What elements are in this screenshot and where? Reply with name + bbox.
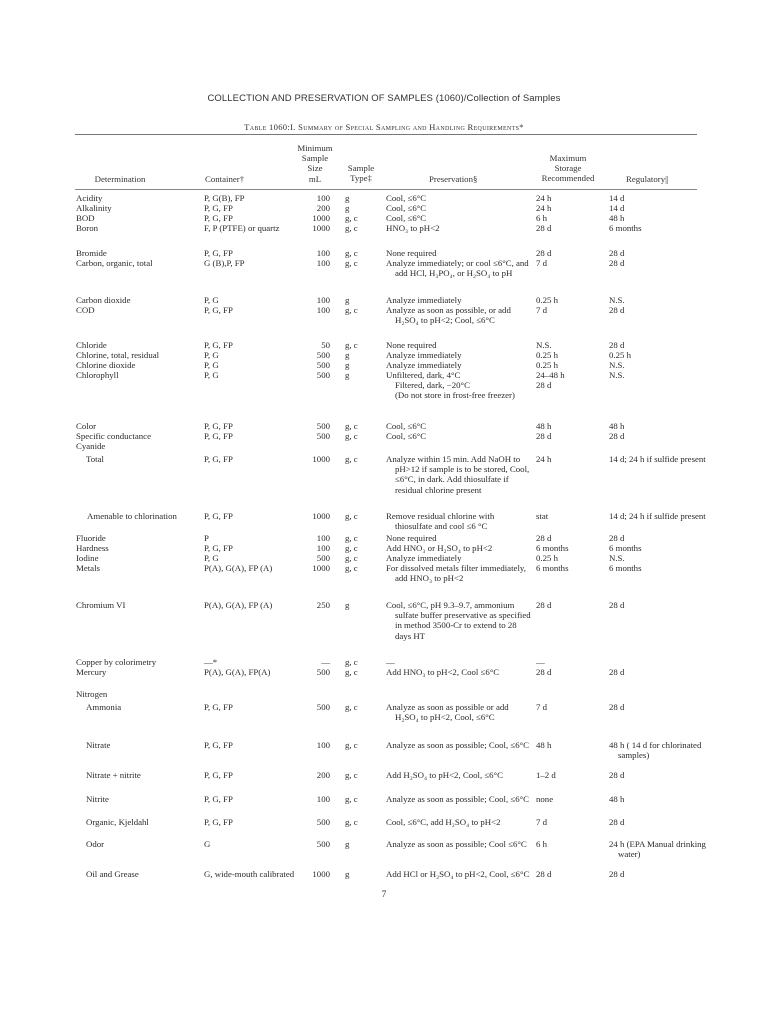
recommended-cell: 6 months [536, 563, 569, 573]
regulatory-cell: 48 h ( 14 d for chlorinated samples) [609, 740, 702, 761]
size-cell: 500 [316, 421, 330, 431]
determination-cell: Chlorine, total, residual [76, 350, 160, 360]
preservation-cell: Analyze as soon as possible; Cool ≤6°C [386, 839, 527, 849]
sample-type-cell: g, c [345, 817, 358, 827]
regulatory-cell: 28 d [609, 305, 625, 315]
recommended-cell: 0.25 h [536, 360, 558, 370]
regulatory-cell: 14 d [609, 193, 625, 203]
size-cell: 200 [316, 770, 330, 780]
determination-cell: Chlorine dioxide [76, 360, 136, 370]
container-cell: P, G, FP [204, 740, 233, 750]
regulatory-cell: 28 d [609, 600, 625, 610]
container-cell: P, G [204, 553, 219, 563]
regulatory-cell: N.S. [609, 360, 625, 370]
header-min-size: Minimum Sample Size mL [297, 143, 333, 184]
determination-cell: COD [76, 305, 95, 315]
sample-type-cell: g, c [345, 248, 358, 258]
determination-cell: Ammonia [86, 702, 122, 712]
container-cell: P, G, FP [204, 454, 233, 464]
sample-type-cell: g, c [345, 533, 358, 543]
container-cell: P(A), G(A), FP (A) [204, 600, 273, 610]
size-cell: 50 [321, 340, 330, 350]
recommended-cell: stat [536, 511, 549, 521]
container-cell: P, G, FP [204, 203, 233, 213]
container-cell: P [204, 533, 209, 543]
size-cell: 500 [316, 839, 330, 849]
regulatory-cell: 28 d [609, 248, 625, 258]
determination-cell: Carbon, organic, total [76, 258, 153, 268]
container-cell: G, wide-mouth calibrated [204, 869, 295, 879]
recommended-cell: 0.25 h [536, 553, 558, 563]
size-cell: 250 [316, 600, 330, 610]
regulatory-cell: 28 d [609, 667, 625, 677]
size-cell: 100 [316, 258, 330, 268]
container-cell: P, G, FP [204, 770, 233, 780]
recommended-cell: 48 h [536, 740, 552, 750]
determination-cell: Total [86, 454, 104, 464]
regulatory-cell: 6 months [609, 223, 642, 233]
header-max-storage: Maximum Storage Recommended [541, 153, 595, 184]
recommended-cell: 24 h [536, 193, 552, 203]
container-cell: P, G, FP [204, 817, 233, 827]
preservation-cell: None required [386, 533, 437, 543]
container-cell: P, G(B), FP [204, 193, 245, 203]
sample-type-cell: g, c [345, 431, 358, 441]
determination-cell: Mercury [76, 667, 107, 677]
size-cell: 100 [316, 543, 330, 553]
regulatory-cell: 28 d [609, 340, 625, 350]
sample-type-cell: g [345, 839, 350, 849]
size-cell: 100 [316, 740, 330, 750]
sample-type-cell: g [345, 600, 350, 610]
sample-type-cell: g, c [345, 421, 358, 431]
regulatory-cell: 6 months [609, 563, 642, 573]
recommended-cell: none [536, 794, 554, 804]
header-regulatory: Regulatory|| [626, 174, 669, 184]
determination-cell: Acidity [76, 193, 103, 203]
preservation-cell: Cool, ≤6°C [386, 421, 427, 431]
recommended-cell: 28 d [536, 667, 552, 677]
size-cell: 500 [316, 431, 330, 441]
preservation-cell: None required [386, 248, 437, 258]
sample-type-cell: g, c [345, 258, 358, 268]
regulatory-cell: 28 d [609, 770, 625, 780]
size-cell: 1000 [312, 223, 330, 233]
recommended-cell: 28 d [536, 223, 552, 233]
determination-cell: Hardness [76, 543, 109, 553]
container-cell: P, G, FP [204, 702, 233, 712]
sample-type-cell: g, c [345, 223, 358, 233]
regulatory-cell: 14 d; 24 h if sulfide present [609, 511, 706, 521]
recommended-cell: 24 h [536, 203, 552, 213]
preservation-cell: Cool, ≤6°C, pH 9.3–9.7, ammonium sulfate buffer preservative as specified in method 3500-Cr to extend to 28 days HT [386, 600, 531, 641]
recommended-cell: 28 d [536, 533, 552, 543]
recommended-cell: 24–48 h 28 d [536, 370, 565, 391]
preservation-cell: Analyze as soon as possible or add H₂SO₄ to pH<2, Cool, ≤6°C [386, 702, 509, 723]
container-cell: P, G [204, 350, 219, 360]
determination-cell: Organic, Kjeldahl [86, 817, 149, 827]
determination-cell: Chlorophyll [76, 370, 119, 380]
sample-type-cell: g, c [345, 511, 358, 521]
regulatory-cell: 28 d [609, 431, 625, 441]
size-cell: 100 [316, 533, 330, 543]
preservation-cell: Cool, ≤6°C, add H₂SO₄ to pH<2 [386, 817, 501, 827]
size-cell: 1000 [312, 454, 330, 464]
preservation-cell: Analyze immediately; or cool ≤6°C, and add HCl, H₃PO₄, or H₂SO₄ to pH [386, 258, 529, 279]
regulatory-cell: 28 d [609, 817, 625, 827]
container-cell: G (B),P, FP [204, 258, 245, 268]
header-determination: Determination [94, 174, 146, 184]
sample-type-cell: g, c [345, 770, 358, 780]
determination-cell: Alkalinity [76, 203, 112, 213]
regulatory-cell: 28 d [609, 258, 625, 268]
regulatory-cell: N.S. [609, 553, 625, 563]
preservation-cell: HNO₃ to pH<2 [386, 223, 440, 233]
container-cell: P, G [204, 295, 219, 305]
recommended-cell: 48 h [536, 421, 552, 431]
preservation-cell: Analyze as soon as possible, or add H₂SO₄ to pH<2; Cool, ≤6°C [386, 305, 511, 326]
size-cell: 500 [316, 370, 330, 380]
container-cell: P, G [204, 360, 219, 370]
sample-type-cell: g, c [345, 563, 358, 573]
size-cell: 1000 [312, 563, 330, 573]
preservation-cell: Cool, ≤6°C [386, 213, 427, 223]
container-cell: P, G, FP [204, 421, 233, 431]
size-cell: — [321, 657, 330, 667]
regulatory-cell: 28 d [609, 702, 625, 712]
size-cell: 200 [316, 203, 330, 213]
recommended-cell: 0.25 h [536, 350, 558, 360]
size-cell: 100 [316, 295, 330, 305]
determination-cell: Carbon dioxide [76, 295, 131, 305]
recommended-cell: 28 d [536, 248, 552, 258]
preservation-cell: Cool, ≤6°C [386, 431, 427, 441]
regulatory-cell: N.S. [609, 295, 625, 305]
header-preservation: Preservation§ [429, 174, 478, 184]
preservation-cell: — [386, 657, 395, 667]
preservation-cell: Analyze as soon as possible; Cool, ≤6°C [386, 740, 529, 750]
container-cell: P(A), G(A), FP (A) [204, 563, 273, 573]
preservation-cell: None required [386, 340, 437, 350]
recommended-cell: 7 d [536, 817, 547, 827]
recommended-cell: 28 d [536, 600, 552, 610]
recommended-cell: 24 h [536, 454, 552, 464]
determination-cell: Cyanide [76, 441, 106, 451]
sample-type-cell: g [345, 350, 350, 360]
sample-type-cell: g, c [345, 702, 358, 712]
sample-type-cell: g, c [345, 543, 358, 553]
table-top-rule [75, 134, 697, 135]
determination-cell: Oil and Grease [86, 869, 139, 879]
container-cell: P, G, FP [204, 511, 233, 521]
sample-type-cell: g [345, 370, 350, 380]
determination-cell: Specific conductance [76, 431, 151, 441]
container-cell: P, G, FP [204, 340, 233, 350]
sample-type-cell: g, c [345, 305, 358, 315]
size-cell: 500 [316, 667, 330, 677]
regulatory-cell: 14 d; 24 h if sulfide present [609, 454, 706, 464]
sample-type-cell: g [345, 295, 350, 305]
regulatory-cell: 48 h [609, 421, 625, 431]
header-container: Container† [205, 174, 245, 184]
recommended-cell: 6 h [536, 213, 547, 223]
regulatory-cell: N.S. [609, 370, 625, 380]
sample-type-cell: g, c [345, 667, 358, 677]
size-cell: 100 [316, 794, 330, 804]
regulatory-cell: 48 h [609, 213, 625, 223]
container-cell: P, G, FP [204, 248, 233, 258]
determination-cell: Bromide [76, 248, 107, 258]
container-cell: P, G, FP [204, 213, 233, 223]
sample-type-cell: g [345, 193, 350, 203]
size-cell: 1000 [312, 213, 330, 223]
sample-type-cell: g, c [345, 794, 358, 804]
sample-type-cell: g, c [345, 657, 358, 667]
preservation-cell: Analyze immediately [386, 360, 462, 370]
preservation-cell: Cool, ≤6°C [386, 193, 427, 203]
container-cell: P, G, FP [204, 543, 233, 553]
sample-type-cell: g, c [345, 553, 358, 563]
size-cell: 1000 [312, 511, 330, 521]
container-cell: F, P (PTFE) or quartz [204, 223, 280, 233]
preservation-cell: Analyze within 15 min. Add NaOH to pH>12 if sample is to be stored, Cool, ≤6°C, in dark. Add thiosulfate if residual chlorine present [386, 454, 530, 495]
size-cell: 100 [316, 248, 330, 258]
recommended-cell: 7 d [536, 258, 547, 268]
container-cell: P, G, FP [204, 794, 233, 804]
determination-cell: Boron [76, 223, 98, 233]
page-number: 7 [381, 890, 387, 900]
recommended-cell: 6 months [536, 543, 569, 553]
running-head: COLLECTION AND PRESERVATION OF SAMPLES (1060)/Collection of Samples [207, 93, 561, 104]
determination-cell: Fluoride [76, 533, 106, 543]
container-cell: P, G, FP [204, 305, 233, 315]
size-cell: 100 [316, 305, 330, 315]
regulatory-cell: 28 d [609, 533, 625, 543]
regulatory-cell: 28 d [609, 869, 625, 879]
sample-type-cell: g, c [345, 340, 358, 350]
preservation-cell: Unfiltered, dark, 4°C Filtered, dark, −20°C (Do not store in frost-free freezer) [386, 370, 515, 401]
preservation-cell: Analyze as soon as possible; Cool, ≤6°C [386, 794, 529, 804]
size-cell: 500 [316, 350, 330, 360]
recommended-cell: 28 d [536, 869, 552, 879]
preservation-cell: Add HNO₃ or H₂SO₄ to pH<2 [386, 543, 493, 553]
header-rule [75, 189, 697, 190]
recommended-cell: 28 d [536, 431, 552, 441]
regulatory-cell: 6 months [609, 543, 642, 553]
container-cell: —* [204, 657, 218, 667]
container-cell: G [204, 839, 211, 849]
determination-cell: Iodine [76, 553, 99, 563]
size-cell: 100 [316, 193, 330, 203]
preservation-cell: Add HNO₃ to pH<2, Cool ≤6°C [386, 667, 500, 677]
regulatory-cell: 24 h (EPA Manual drinking water) [609, 839, 706, 860]
regulatory-cell: 14 d [609, 203, 625, 213]
recommended-cell: 7 d [536, 702, 547, 712]
size-cell: 1000 [312, 869, 330, 879]
sample-type-cell: g, c [345, 454, 358, 464]
determination-cell: Chromium VI [76, 600, 126, 610]
preservation-cell: Analyze immediately [386, 350, 462, 360]
preservation-cell: Add HCl or H₂SO₄ to pH<2, Cool, ≤6°C [386, 869, 530, 879]
container-cell: P, G, FP [204, 431, 233, 441]
preservation-cell: Analyze immediately [386, 295, 462, 305]
preservation-cell: For dissolved metals filter immediately, add HNO₃ to pH<2 [386, 563, 526, 584]
preservation-cell: Add H₂SO₄ to pH<2, Cool, ≤6°C [386, 770, 503, 780]
recommended-cell: N.S. [536, 340, 552, 350]
recommended-cell: 6 h [536, 839, 547, 849]
preservation-cell: Remove residual chlorine with thiosulfate and cool ≤6 °C [386, 511, 495, 532]
sample-type-cell: g [345, 203, 350, 213]
recommended-cell: — [536, 657, 545, 667]
determination-cell: Nitrogen [76, 689, 108, 699]
regulatory-cell: 48 h [609, 794, 625, 804]
sample-type-cell: g [345, 869, 350, 879]
recommended-cell: 7 d [536, 305, 547, 315]
size-cell: 500 [316, 360, 330, 370]
determination-cell: Nitrate [86, 740, 111, 750]
recommended-cell: 0.25 h [536, 295, 558, 305]
determination-cell: Color [76, 421, 97, 431]
determination-cell: Odor [86, 839, 105, 849]
determination-cell: Chloride [76, 340, 107, 350]
determination-cell: Copper by colorimetry [76, 657, 157, 667]
determination-cell: Nitrite [86, 794, 109, 804]
determination-cell: Nitrate + nitrite [86, 770, 141, 780]
size-cell: 500 [316, 817, 330, 827]
sample-type-cell: g [345, 360, 350, 370]
determination-cell: BOD [76, 213, 95, 223]
header-sample-type: Sample Type‡ [347, 163, 375, 184]
sample-type-cell: g, c [345, 740, 358, 750]
table-title: Table 1060:I. Summary of Special Sampling and Handling Requirements* [244, 122, 524, 132]
container-cell: P(A), G(A), FP(A) [204, 667, 271, 677]
determination-cell: Amenable to chlorination [87, 511, 177, 521]
preservation-cell: Analyze immediately [386, 553, 462, 563]
recommended-cell: 1–2 d [536, 770, 556, 780]
sample-type-cell: g, c [345, 213, 358, 223]
size-cell: 500 [316, 553, 330, 563]
regulatory-cell: 0.25 h [609, 350, 631, 360]
preservation-cell: Cool, ≤6°C [386, 203, 427, 213]
size-cell: 500 [316, 702, 330, 712]
container-cell: P, G [204, 370, 219, 380]
determination-cell: Metals [76, 563, 100, 573]
